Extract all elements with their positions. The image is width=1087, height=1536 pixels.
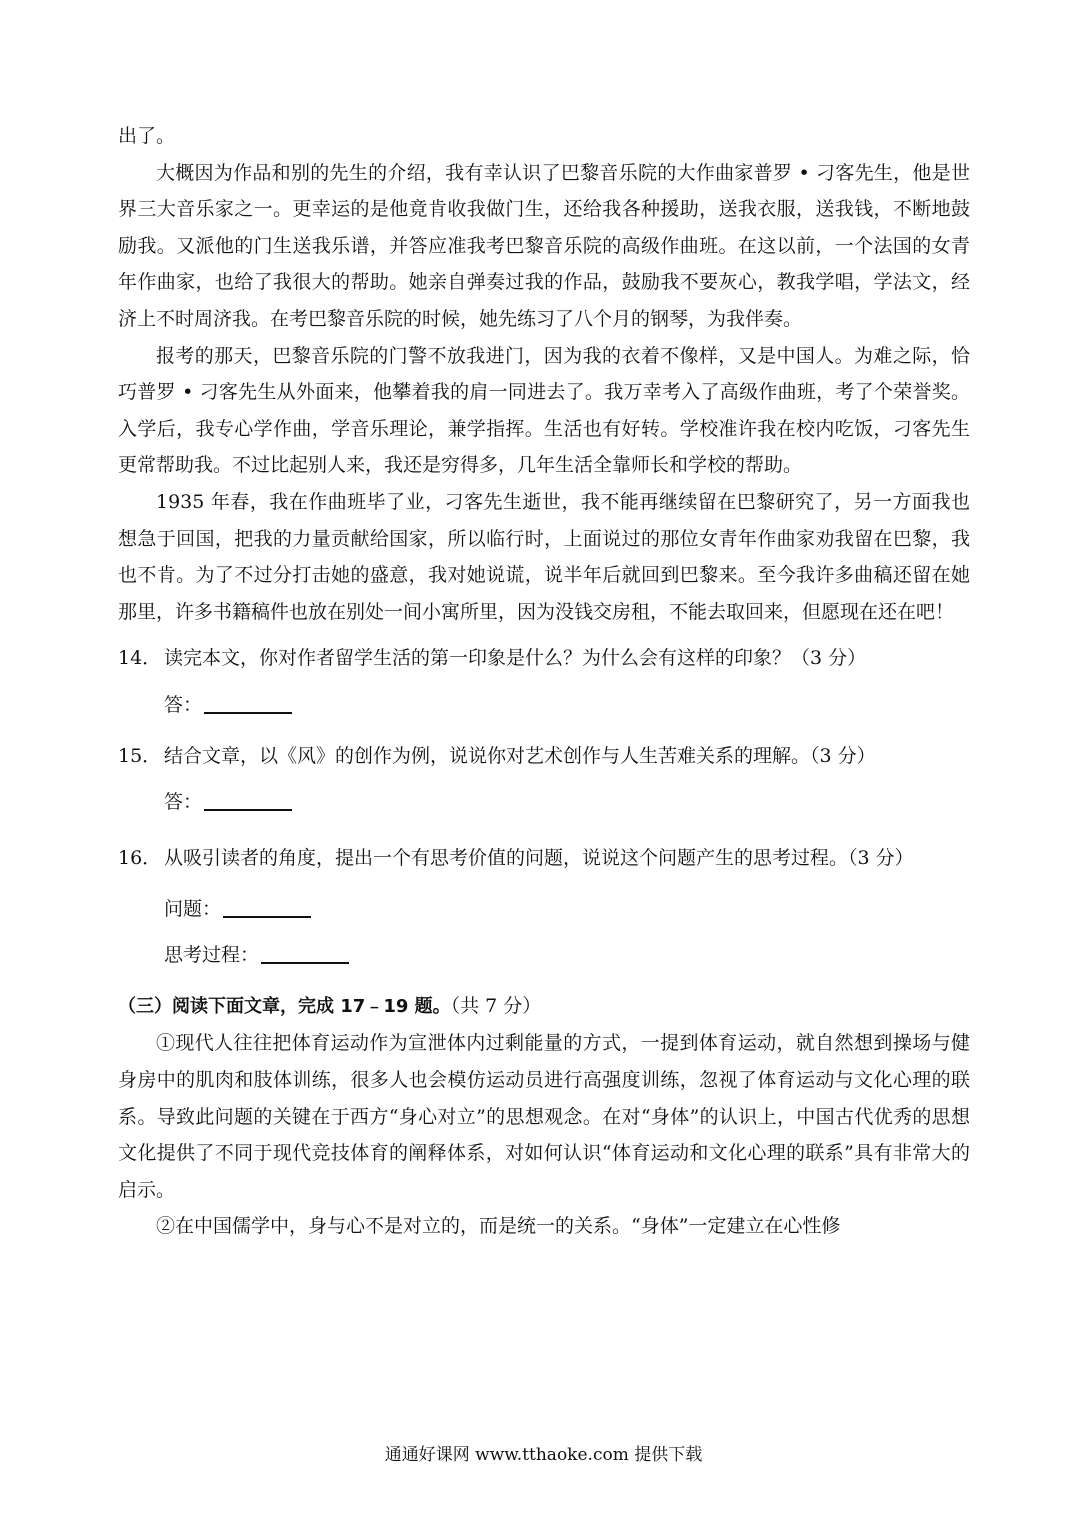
answer-line [118,687,970,724]
section-heading [118,988,970,1026]
question-number: 15． [118,744,162,767]
passage-paragraph: 报考的那天，巴黎音乐院的门警不放我进门，因为我的衣着不像样，又是中国人。为难之际，恰巧普罗 • 刁客先生从外面来，他攀着我的肩一同进去了。我万幸考入了高级作曲班，考了个荣誉奖。入学后，我专心学作曲，学音乐理论，兼学指挥。生活也有好转。学校准许我在校内吃饭，刁客先生更常帮助我。不过比起别人来，我还是穷得多，几年生活全靠师长和学校的帮助。 [118,344,970,477]
passage-paragraph: ①现代人往往把体育运动作为宣泄体内过剩能量的方式，一提到体育运动，就自然想到操场与健身房中的肌肉和肢体训练，很多人也会模仿运动员进行高强度训练，忽视了体育运动与文化心理的联系。导致此问题的关键在于西方“身心对立”的思想观念。在对“身体”的认识上，中国古代优秀的思想文化提供了不同于现代竞技体育的阐释体系，对如何认识“体育运动和文化心理的联系”具有非常大的启示。 [118,1032,970,1201]
answer-label: 问题： [164,897,222,920]
answer-line [118,784,970,821]
question-number: 14． [118,647,162,670]
answer-line [118,891,970,928]
passage-paragraph: 大概因为作品和别的先生的介绍，我有幸认识了巴黎音乐院的大作曲家普罗 • 刁客先生，他是世界三大音乐家之一。更幸运的是他竟肯收我做门生，还给我各种援助，送我衣服，送我钱，不断地鼓励我。又派他的门生送我乐谱，并答应准我考巴黎音乐院的高级作曲班。在这以前，一个法国的女青年作曲家，也给了我很大的帮助。她亲自弹奏过我的作品，鼓励我不要灰心，教我学唱，学法文，经济上不时周济我。在考巴黎音乐院的时候，她先练习了八个月的钢琴，为我伴奏。 [118,161,970,330]
answer-blank[interactable] [204,692,292,714]
question-text: 结合文章，以《风》的创作为例，说说你对艺术创作与人生苦难关系的理解。（3 分） [164,744,876,767]
section-heading-points: （共 7 分） [450,994,542,1017]
answer-blank[interactable] [223,896,311,918]
question-14 [118,640,970,723]
question-text: 从吸引读者的角度，提出一个有思考价值的问题，说说这个问题产生的思考过程。（3 分） [164,846,914,869]
page-content [118,118,970,1245]
section-heading-bold: （三）阅读下面文章，完成 17﹣19 题。 [118,995,451,1017]
passage-paragraph: 1935 年春，我在作曲班毕了业，刁客先生逝世，我不能再继续留在巴黎研究了，另一方面我也想急于回国，把我的力量贡献给国家，所以临行时，上面说过的那位女青年作曲家劝我留在巴黎，我也不肯。为了不过分打击她的盛意，我对她说谎，说半年后就回到巴黎来。至今我许多曲稿还留在她那里，许多书籍稿件也放在别处一间小寓所里，因为没钱交房租，不能去取回来，但愿现在还在吧！ [118,490,970,623]
question-16 [118,835,970,974]
answer-blank[interactable] [204,789,292,811]
answer-label: 答： [164,693,203,716]
answer-label: 思考过程： [164,944,260,967]
question-text: 读完本文，你对作者留学生活的第一印象是什么？为什么会有这样的印象？（3 分） [164,647,867,670]
passage-paragraph: 出了。 [118,125,176,147]
passage-paragraph: ②在中国儒学中，身与心不是对立的，而是统一的关系。“身体”一定建立在心性修 [156,1215,841,1238]
answer-line [118,937,970,974]
question-number: 16． [118,846,162,869]
page-footer: 通通好课网 www.tthaoke.com 提供下载 [384,1445,703,1465]
question-15 [118,738,970,821]
answer-blank[interactable] [261,942,349,964]
answer-label: 答： [164,791,203,814]
